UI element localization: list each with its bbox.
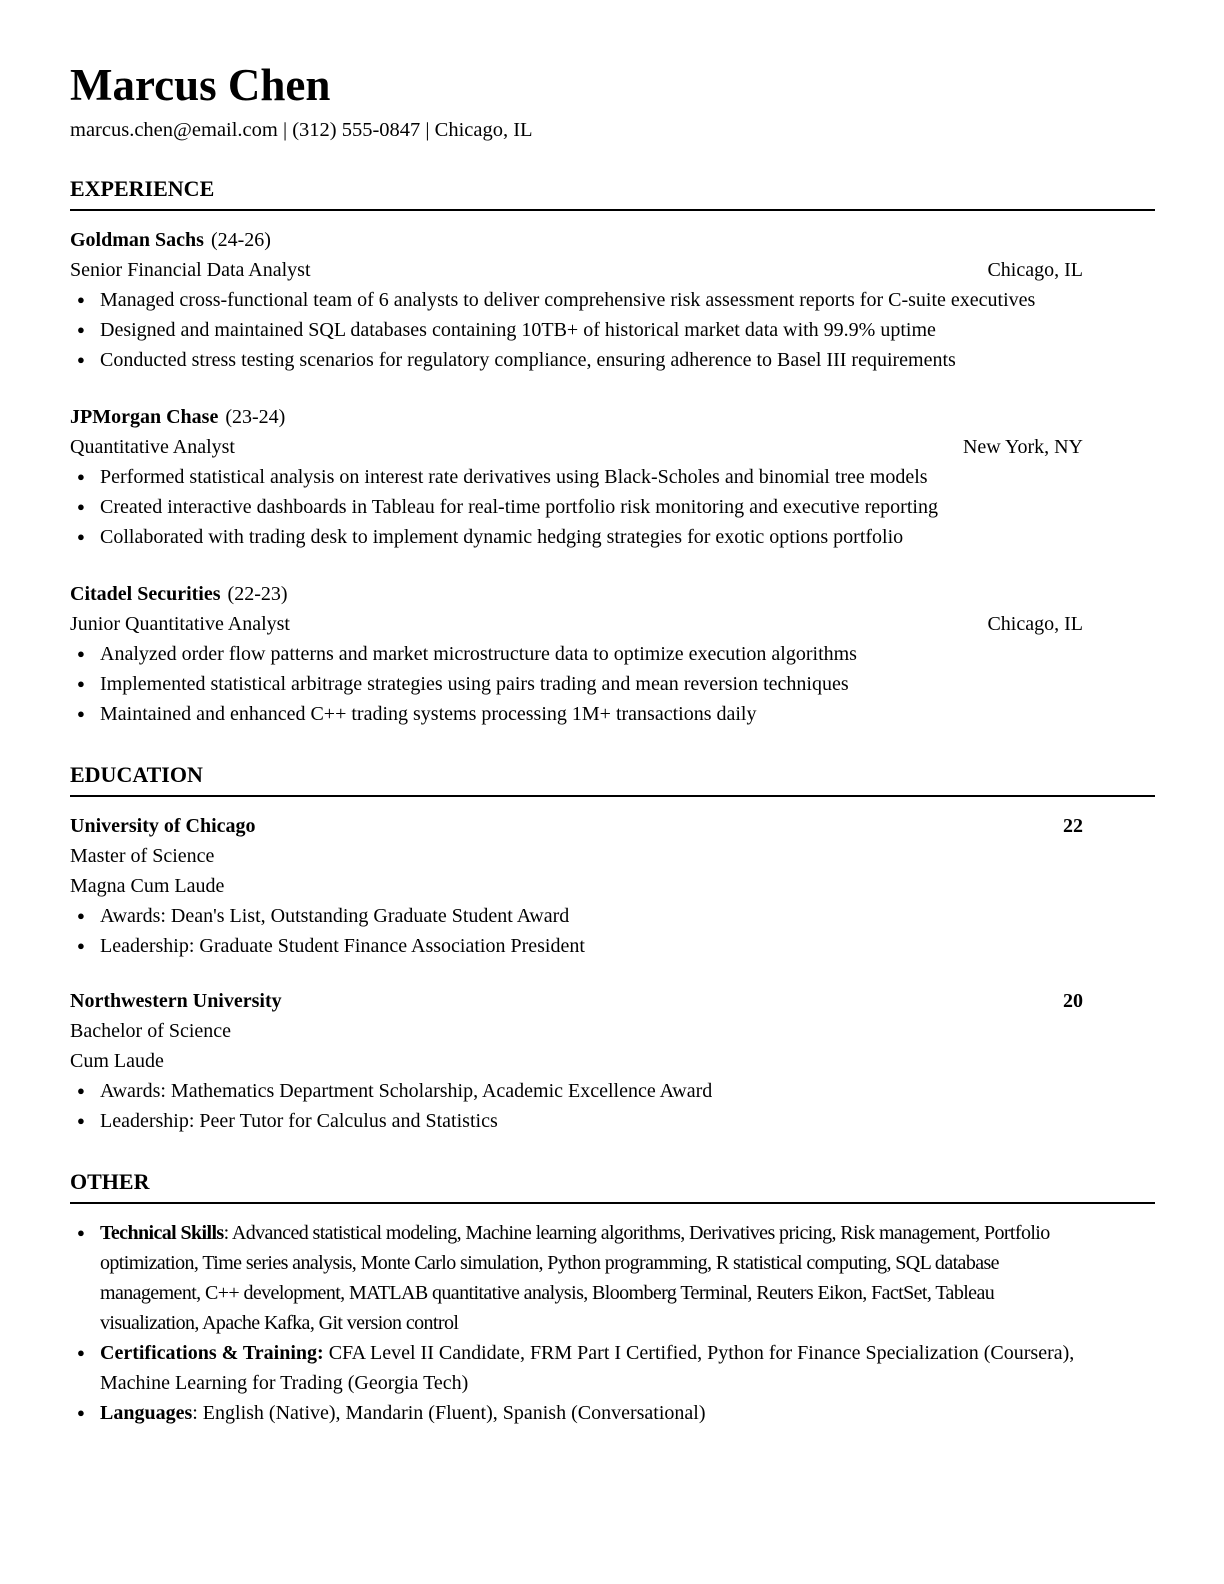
job-role: Quantitative Analyst bbox=[70, 436, 235, 458]
job-location: New York, NY bbox=[962, 436, 1083, 458]
bullet-text: Leadership: Graduate Student Finance Association President bbox=[100, 935, 585, 957]
other-item-text bbox=[100, 1218, 1083, 1338]
bullet-icon: ● bbox=[77, 352, 85, 367]
school-bullet bbox=[70, 1106, 1083, 1136]
company-name: Citadel Securities bbox=[70, 583, 221, 605]
contact-line: marcus.chen@email.com | (312) 555-0847 | Chicago, IL bbox=[70, 119, 533, 141]
bullet-icon: ● bbox=[77, 322, 85, 337]
bullet-text: Awards: Dean's List, Outstanding Graduate Student Award bbox=[100, 905, 570, 927]
bullet-text: Conducted stress testing scenarios for regulatory compliance, ensuring adherence to Basel III requirements bbox=[100, 349, 956, 371]
job-bullet bbox=[70, 639, 1083, 669]
role-line bbox=[70, 432, 1083, 462]
other-item-value: : English (Native), Mandarin (Fluent), Spanish (Conversational) bbox=[192, 1402, 706, 1424]
other-item-certifications bbox=[70, 1338, 1083, 1398]
company-line bbox=[70, 225, 1083, 255]
education-section bbox=[70, 762, 1155, 1136]
school-entry bbox=[70, 811, 1083, 961]
bullet-icon: ● bbox=[77, 1225, 85, 1240]
school-name: University of Chicago bbox=[70, 815, 256, 837]
experience-section bbox=[70, 176, 1155, 729]
job-entry bbox=[70, 402, 1083, 552]
resume-header bbox=[70, 60, 1155, 143]
bullet-text: Managed cross-functional team of 6 analysts to deliver comprehensive risk assessment reports for C-suite executives bbox=[100, 289, 1036, 311]
job-bullet bbox=[70, 345, 1083, 375]
job-bullet bbox=[70, 522, 1083, 552]
graduation-year: 20 bbox=[1063, 990, 1083, 1012]
job-bullet bbox=[70, 462, 1083, 492]
school-line bbox=[70, 811, 1083, 841]
education-heading: EDUCATION bbox=[70, 762, 1155, 797]
bullet-text: Created interactive dashboards in Tableau for real-time portfolio risk monitoring and executive reporting bbox=[100, 496, 938, 518]
job-location: Chicago, IL bbox=[987, 613, 1083, 635]
bullet-text: Analyzed order flow patterns and market microstructure data to optimize execution algorithms bbox=[100, 643, 857, 665]
bullet-text: Leadership: Peer Tutor for Calculus and Statistics bbox=[100, 1110, 498, 1132]
bullet-text: Performed statistical analysis on interest rate derivatives using Black-Scholes and binomial tree models bbox=[100, 466, 928, 488]
bullet-text: Collaborated with trading desk to implement dynamic hedging strategies for exotic options portfolio bbox=[100, 526, 904, 548]
honors: Magna Cum Laude bbox=[70, 875, 225, 897]
person-name: Marcus Chen bbox=[70, 60, 331, 110]
job-bullet bbox=[70, 315, 1083, 345]
school-line bbox=[70, 986, 1083, 1016]
bullet-icon: ● bbox=[77, 646, 85, 661]
bullet-text: Awards: Mathematics Department Scholarship, Academic Excellence Award bbox=[100, 1080, 713, 1102]
job-bullet bbox=[70, 285, 1083, 315]
school-bullet bbox=[70, 1076, 1083, 1106]
other-item-technical-skills bbox=[70, 1218, 1083, 1338]
bullet-icon: ● bbox=[77, 1083, 85, 1098]
job-role: Senior Financial Data Analyst bbox=[70, 259, 311, 281]
job-bullet bbox=[70, 669, 1083, 699]
school-entry bbox=[70, 986, 1083, 1136]
company-name: Goldman Sachs bbox=[70, 229, 204, 251]
other-heading: OTHER bbox=[70, 1169, 1155, 1204]
other-item-value: : Advanced statistical modeling, Machine learning algorithms, Derivatives pricing, Risk management, Portfolio optimization, Time series analysis, Monte Carlo simulation, Python programming, R statistical computing, SQL database management, C++ development, MATLAB quantitative analysis, Bloomberg Terminal, Reuters Eikon, FactSet, Tableau visualization, Apache Kafka, Git version control bbox=[100, 1222, 1050, 1334]
bullet-icon: ● bbox=[77, 292, 85, 307]
school-name: Northwestern University bbox=[70, 990, 282, 1012]
bullet-icon: ● bbox=[77, 1113, 85, 1128]
bullet-icon: ● bbox=[77, 529, 85, 544]
other-item-label: Languages bbox=[100, 1402, 193, 1424]
bullet-icon: ● bbox=[77, 469, 85, 484]
graduation-year: 22 bbox=[1063, 815, 1083, 837]
job-bullet bbox=[70, 699, 1083, 729]
other-body bbox=[70, 1204, 1155, 1428]
job-dates: (22-23) bbox=[227, 583, 288, 605]
job-location: Chicago, IL bbox=[987, 259, 1083, 281]
degree: Master of Science bbox=[70, 845, 215, 867]
other-item-text bbox=[100, 1338, 1083, 1398]
job-role: Junior Quantitative Analyst bbox=[70, 613, 290, 635]
bullet-icon: ● bbox=[77, 499, 85, 514]
other-item-value: CFA Level II Candidate, FRM Part I Certified, Python for Finance Specialization (Coursera), Machine Learning for Trading (Georgia Tech) bbox=[100, 1342, 1075, 1394]
bullet-icon: ● bbox=[77, 938, 85, 953]
experience-body bbox=[70, 211, 1155, 729]
bullet-icon: ● bbox=[77, 1405, 85, 1420]
job-dates: (24-26) bbox=[210, 229, 271, 251]
school-bullet bbox=[70, 901, 1083, 931]
other-item-languages bbox=[70, 1398, 1083, 1428]
experience-heading: EXPERIENCE bbox=[70, 176, 1155, 211]
bullet-icon: ● bbox=[77, 676, 85, 691]
honors: Cum Laude bbox=[70, 1050, 164, 1072]
other-item-text bbox=[100, 1398, 1083, 1428]
degree: Bachelor of Science bbox=[70, 1020, 232, 1042]
other-section bbox=[70, 1169, 1155, 1428]
role-line bbox=[70, 255, 1083, 285]
education-body bbox=[70, 797, 1155, 1136]
bullet-text: Designed and maintained SQL databases containing 10TB+ of historical market data with 99.9% uptime bbox=[100, 319, 936, 341]
bullet-icon: ● bbox=[77, 706, 85, 721]
bullet-text: Maintained and enhanced C++ trading systems processing 1M+ transactions daily bbox=[100, 703, 757, 725]
bullet-icon: ● bbox=[77, 908, 85, 923]
company-line bbox=[70, 402, 1083, 432]
other-item-label: Certifications & Training: bbox=[100, 1342, 324, 1364]
company-name: JPMorgan Chase bbox=[70, 406, 219, 428]
job-bullet bbox=[70, 492, 1083, 522]
other-item-label: Technical Skills bbox=[100, 1222, 224, 1244]
bullet-icon: ● bbox=[77, 1345, 85, 1360]
job-entry bbox=[70, 579, 1083, 729]
company-line bbox=[70, 579, 1083, 609]
school-bullet bbox=[70, 931, 1083, 961]
role-line bbox=[70, 609, 1083, 639]
job-dates: (23-24) bbox=[225, 406, 286, 428]
bullet-text: Implemented statistical arbitrage strategies using pairs trading and mean reversion techniques bbox=[100, 673, 849, 695]
job-entry bbox=[70, 225, 1083, 375]
